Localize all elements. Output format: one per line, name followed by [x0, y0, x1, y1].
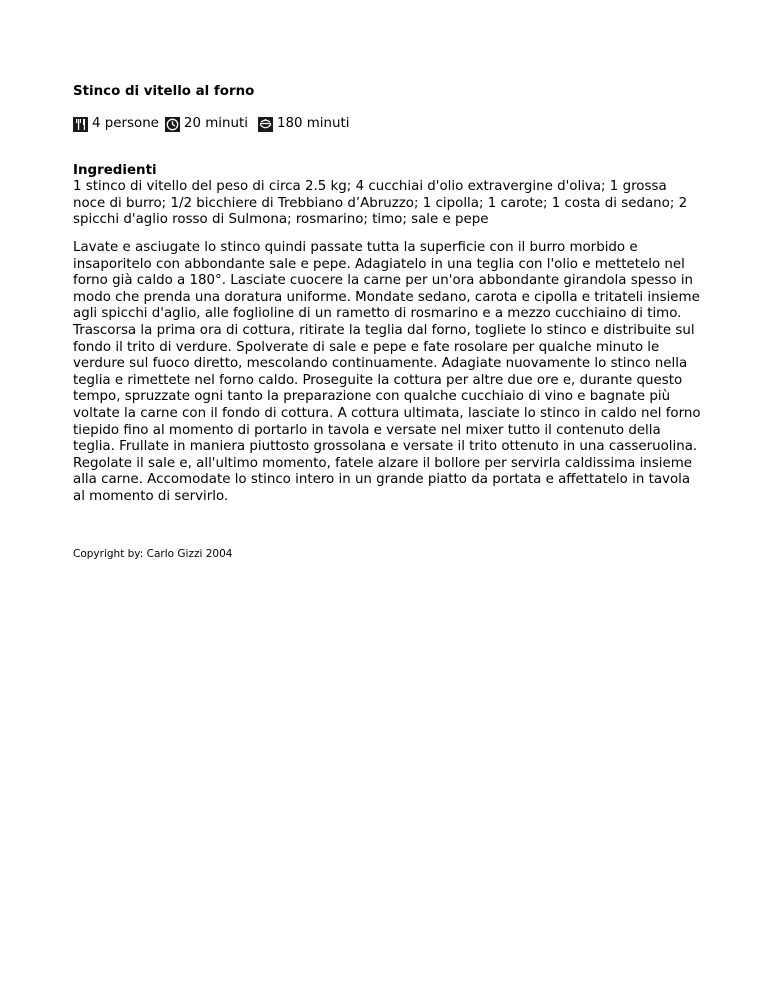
- recipe-meta: [73, 115, 349, 133]
- servings-info: [73, 115, 159, 133]
- prep-time-info: [165, 115, 248, 133]
- cutlery-icon: [73, 117, 88, 132]
- method-text: Lavate e asciugate lo stinco quindi passate tutta la superficie con il burro morbido e insaporitelo con abbondante sale e pepe. Adagiatelo in una teglia con l'olio e mettetelo nel forno già caldo a 180°. Lasciate cuocere la carne per un'ora abbondante girandola spesso in modo che prenda una doratura uniforme. Mondate sedano, carota e cipolla e tritateli insieme agli spicchi d'aglio, alle foglioline di un rametto di rosmarino e a mezzo cucchiaino di timo. Trascorsa la prima ora di cottura, ritirate la teglia dal forno, togliete lo stinco e distribuite sul fondo il trito di verdure. Spolverate di sale e pepe e fate rosolare per qualche minuto le verdure sul fuoco diretto, mescolando continuamente. Adagiate nuovamente lo stinco nella teglia e rimettete nel forno caldo. Proseguite la cottura per altre due ore e, durante questo tempo, spruzzate ogni tanto la preparazione con qualche cucchiaio di vino e bagnate più voltate la carne con il fondo di cottura. A cottura ultimata, lasciate lo stinco in caldo nel forno tiepido fino al momento di portarlo in tavola e versate nel mixer tutto il contenuto della teglia. Frullate in maniera piuttosto grossolana e versate il trito ottenuto in una casseruolina. Regolate il sale e, all'ultimo momento, fatele alzare il bollore per servirla caldissima insieme alla carne. Accomodate lo stinco intero in un grande piatto da portata e affettatelo in tavola al momento di servirlo.: [73, 240, 701, 504]
- clock-icon: [165, 117, 180, 132]
- recipe-title: Stinco di vitello al forno: [73, 84, 255, 99]
- ingredients-text: 1 stinco di vitello del peso di circa 2.5 kg; 4 cucchiai d'olio extravergine d'oliva; 1 grossa noce di burro; 1/2 bicchiere di Trebbiano d’Abruzzo; 1 cipolla; 1 carote; 1 costa di sedano; 2 spicchi d'aglio rosso di Sulmona; rosmarino; timo; sale e pepe: [73, 179, 688, 228]
- cook-time-text: 180 minuti: [276, 116, 350, 131]
- servings-text: 4 persone: [92, 116, 159, 131]
- ingredients-heading: Ingredienti: [73, 163, 157, 178]
- cook-time-info: [258, 115, 350, 133]
- pot-icon: [258, 117, 273, 132]
- prep-time-text: 20 minuti: [183, 116, 248, 131]
- copyright-text: Copyright by: Carlo Gizzi 2004: [73, 548, 233, 560]
